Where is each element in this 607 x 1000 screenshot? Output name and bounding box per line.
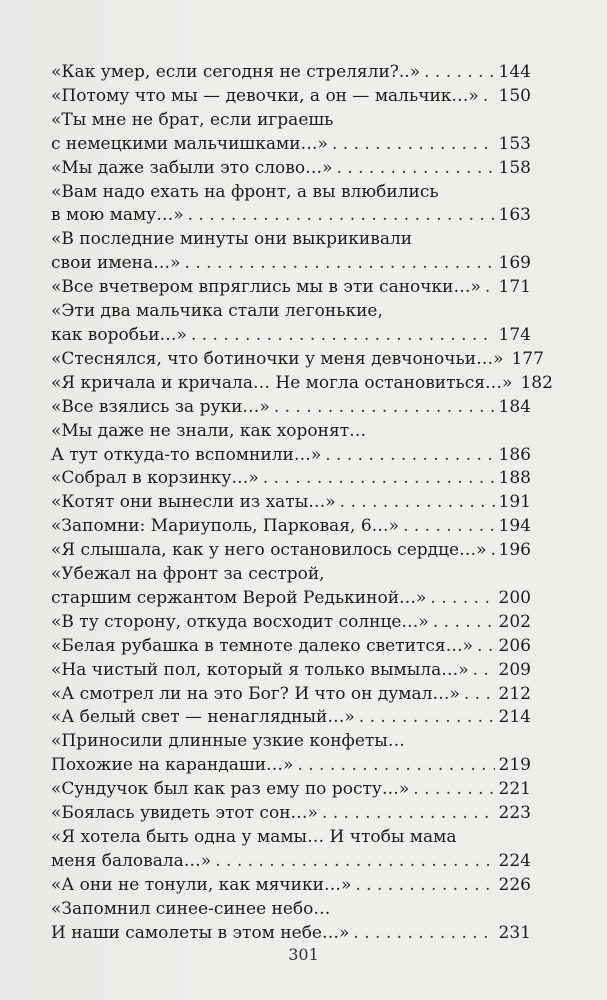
toc-entry [51, 515, 531, 539]
toc-entry-page: 158 [498, 157, 531, 178]
toc-entry-title: «На чистый пол, который я только вымыла…» [51, 659, 469, 680]
toc-entry-page: 188 [498, 468, 531, 489]
dot-leader [464, 683, 495, 707]
toc-entry-page: 191 [498, 492, 531, 513]
toc-entry-title: «Ты мне не брат, если играешь [51, 109, 334, 130]
toc-entry-page: 206 [498, 635, 531, 656]
dot-leader [332, 133, 495, 157]
toc-entry-page: 169 [498, 253, 531, 274]
toc-entry-title: «Стеснялся, что ботиночки у меня девчоночьи…» [51, 348, 504, 369]
toc-entry-line [51, 228, 531, 252]
toc-entry-last-line [51, 754, 531, 778]
toc-entry-title: И наши самолеты в этом небе…» [51, 922, 350, 943]
dot-leader [359, 706, 495, 730]
toc-entry-title: старшим сержантом Верой Редькиной…» [51, 587, 427, 608]
toc-entry [51, 157, 531, 181]
toc-entry [51, 730, 531, 778]
toc-entry-last-line [51, 539, 531, 563]
toc-entry [51, 683, 531, 707]
toc-entry-title: «Все вчетвером впряглись мы в эти саночки…» [51, 277, 481, 298]
toc-entry [51, 611, 531, 635]
toc-entry [51, 61, 531, 85]
toc-entry-page: 171 [498, 277, 531, 298]
toc-entry-title: «А они не тонули, как мячики…» [51, 874, 352, 895]
dot-leader [473, 659, 495, 683]
toc-entry-last-line [51, 659, 531, 683]
toc-entry [51, 659, 531, 683]
toc-entry [51, 109, 531, 157]
dot-leader [336, 157, 494, 181]
toc-entry-title: «Как умер, если сегодня не стреляли?..» [51, 62, 421, 82]
toc-entry [51, 467, 531, 491]
toc-entry-line [51, 420, 531, 444]
toc-entry-title: «Убежал на фронт за сестрой, [51, 564, 325, 585]
toc-entry-page: 182 [520, 372, 553, 393]
toc-entry-title: «А смотрел ли на это Бог? И что он думал…» [51, 683, 460, 704]
toc-entry-title: свои имена…» [51, 253, 181, 274]
toc-entry-page: 231 [498, 922, 531, 943]
toc-entry-title: «Я слышала, как у него остановилось сердце…» [51, 540, 487, 561]
toc-entry [51, 420, 531, 468]
dot-leader [355, 874, 494, 898]
dot-leader [191, 324, 495, 348]
toc-entry-title: «Эти два мальчика стали легонькие, [51, 301, 383, 322]
toc-entry-last-line [51, 85, 531, 109]
toc-entry-title: «А белый свет — ненаглядный…» [51, 707, 355, 728]
toc-entry-line [51, 730, 531, 754]
toc-entry-title: «Приносили длинные узкие конфеты… [51, 731, 405, 752]
toc-entry-title: «В последние минуты они выкрикивали [51, 229, 413, 250]
toc-entry-last-line [51, 467, 531, 491]
dot-leader [403, 515, 494, 539]
toc-entry-line [51, 109, 531, 133]
toc-entry-page: 150 [498, 85, 531, 106]
toc-entry [51, 539, 531, 563]
toc-entry-last-line [51, 491, 531, 515]
dot-leader [274, 396, 495, 420]
toc-entry-last-line [51, 874, 531, 898]
toc-entry-line [51, 563, 531, 587]
dot-leader [430, 587, 494, 611]
toc-entry-page: 212 [498, 683, 531, 704]
toc-entry [51, 85, 531, 109]
toc-entry [51, 348, 544, 372]
toc-entry-title: «Котят они вынесли из хаты…» [51, 492, 336, 513]
toc-entry-title: «Собрал в корзинку…» [51, 468, 259, 489]
toc-entry-title: «Мы даже забыли это слово…» [51, 157, 333, 178]
toc-entry-last-line [51, 802, 531, 826]
dot-leader [325, 444, 494, 468]
toc-entry-last-line [51, 372, 553, 396]
toc-entry-line [51, 826, 531, 850]
toc-entry-title: «Запомни: Мариуполь, Парковая, 6…» [51, 516, 400, 537]
toc-entry-last-line [51, 635, 531, 659]
toc-entry-title: «Вам надо ехать на фронт, а вы влюбились [51, 181, 439, 202]
toc-entry [51, 635, 531, 659]
toc-entry-page: 221 [498, 779, 531, 800]
toc-entry [51, 706, 531, 730]
toc-entry-page: 153 [498, 133, 531, 154]
toc-entry-page: 196 [498, 540, 531, 561]
toc-entry-page: 163 [498, 205, 531, 226]
toc-entry-page: 186 [498, 444, 531, 465]
toc-entry-title: «Боялась увидеть этот сон…» [51, 803, 318, 824]
toc-entry [51, 874, 531, 898]
toc-entry-title: как воробьи…» [51, 324, 187, 345]
toc-entry-last-line [51, 133, 531, 157]
table-of-contents [51, 61, 553, 946]
toc-entry-title: меня баловала…» [51, 850, 212, 871]
toc-entry-title: «Белая рубашка в темноте далеко светится…» [51, 635, 474, 656]
dot-leader [353, 922, 494, 946]
toc-entry-page: 144 [498, 62, 531, 82]
toc-entry-title: «Я кричала и кричала… Не могла остановиться…» [51, 372, 513, 393]
toc-entry-last-line [51, 348, 544, 372]
toc-entry-title: «Все взялись за руки…» [51, 396, 270, 417]
toc-entry [51, 802, 531, 826]
toc-entry-last-line [51, 204, 531, 228]
toc-entry-line [51, 898, 531, 922]
toc-entry-last-line [51, 515, 531, 539]
toc-entry-line [51, 181, 531, 205]
toc-entry-last-line [51, 922, 531, 946]
dot-leader [340, 491, 495, 515]
toc-entry [51, 300, 531, 348]
toc-entry-line [51, 300, 531, 324]
toc-entry [51, 563, 531, 611]
toc-entry [51, 826, 531, 874]
toc-entry [51, 396, 531, 420]
dot-leader [433, 611, 495, 635]
toc-entry [51, 181, 531, 229]
toc-entry-title: «В ту сторону, откуда восходит солнце…» [51, 611, 429, 632]
dot-leader [215, 850, 494, 874]
dot-leader [483, 85, 495, 109]
toc-entry-last-line [51, 252, 531, 276]
dot-leader [297, 754, 494, 778]
toc-entry-page: 226 [498, 874, 531, 895]
toc-entry-last-line [51, 157, 531, 181]
toc-entry-page: 224 [498, 850, 531, 871]
toc-entry-page: 214 [498, 707, 531, 728]
dot-leader [263, 467, 495, 491]
toc-entry-page: 177 [511, 348, 544, 369]
dot-leader [413, 778, 494, 802]
toc-entry-page: 184 [498, 396, 531, 417]
toc-entry [51, 898, 531, 946]
dot-leader [424, 61, 494, 85]
toc-entry [51, 276, 531, 300]
toc-entry-page: 202 [498, 611, 531, 632]
toc-entry-last-line [51, 778, 531, 802]
toc-entry-title: «Потому что мы — девочки, а он — мальчик…» [51, 85, 479, 106]
toc-entry-last-line [51, 611, 531, 635]
toc-entry-title: с немецкими мальчишками…» [51, 133, 328, 154]
dot-leader [477, 635, 495, 659]
toc-entry [51, 372, 553, 396]
toc-entry-page: 223 [498, 803, 531, 824]
dot-leader [322, 802, 495, 826]
toc-entry-last-line [51, 444, 531, 468]
toc-entry-page: 219 [498, 755, 531, 776]
toc-entry-page: 194 [498, 516, 531, 537]
toc-entry-last-line [51, 683, 531, 707]
toc-entry-last-line [51, 850, 531, 874]
toc-entry-page: 209 [498, 659, 531, 680]
toc-entry-title: в мою маму…» [51, 205, 184, 226]
dot-leader [491, 539, 495, 563]
toc-entry-title: «Мы даже не знали, как хоронят… [51, 420, 367, 441]
toc-entry-last-line [51, 276, 531, 300]
toc-entry-last-line [51, 324, 531, 348]
toc-entry [51, 491, 531, 515]
toc-entry-title: «Сундучок был как раз ему по росту…» [51, 779, 410, 800]
dot-leader [485, 276, 495, 300]
toc-entry-title: «Запомнил синее-синее небо… [51, 898, 331, 919]
toc-entry [51, 778, 531, 802]
toc-entry [51, 228, 531, 276]
dot-leader [188, 204, 495, 228]
dot-leader [185, 252, 495, 276]
toc-entry-title: А тут откуда-то вспомнили…» [51, 444, 322, 465]
toc-entry-page: 200 [498, 587, 531, 608]
page-number: 301 [288, 945, 319, 964]
toc-entry-last-line [51, 61, 531, 85]
toc-entry-page: 174 [498, 324, 531, 345]
toc-entry-title: «Я хотела быть одна у мамы… И чтобы мама [51, 827, 457, 847]
toc-entry-last-line [51, 706, 531, 730]
toc-entry-last-line [51, 396, 531, 420]
toc-entry-title: Похожие на карандаши…» [51, 755, 294, 776]
toc-entry-last-line [51, 587, 531, 611]
